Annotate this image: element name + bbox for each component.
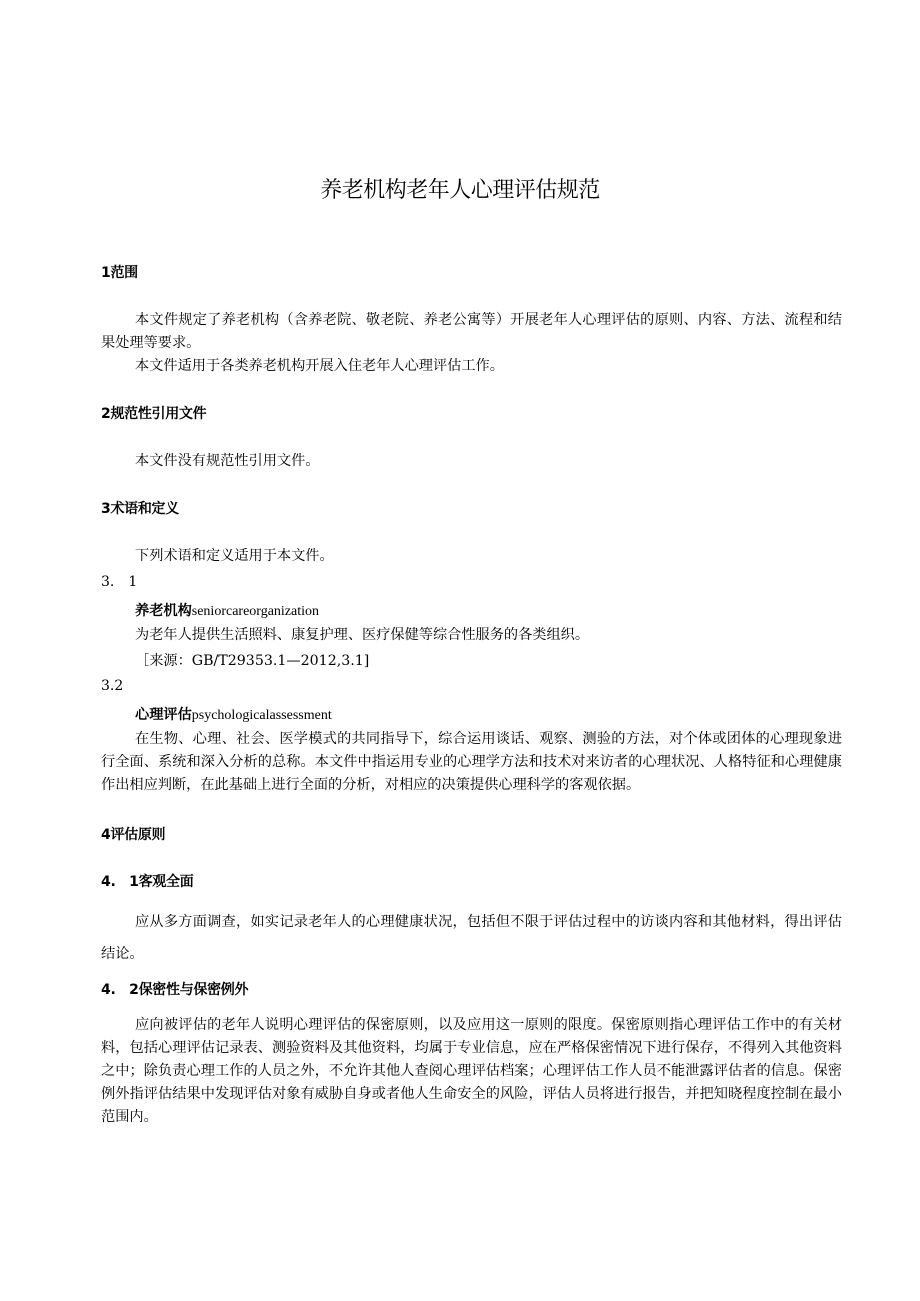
term-3-1-zh: 养老机构 xyxy=(135,603,192,619)
term-3-1-number: 3. 1 xyxy=(101,574,138,590)
term-3-1-name xyxy=(135,600,319,623)
term-3-1-source: ［来源：GB/T29353.1—2012,3.1] xyxy=(135,653,370,669)
term-3-1-definition: 为老年人提供生活照料、康复护理、医疗保健等综合性服务的各类组织。 xyxy=(135,627,590,643)
section-3-heading: 3术语和定义 xyxy=(101,501,179,517)
term-3-2-en: psychologicalassessment xyxy=(191,708,332,723)
section-4-1-paragraph: 应从多方面调查，如实记录老年人的心理健康状况，包括但不限于评估过程中的访谈内容和其他材料，得出评估结论。 xyxy=(101,914,842,962)
page-title: 养老机构老年人心理评估规范 xyxy=(320,178,600,203)
section-4-2-paragraph: 应向被评估的老年人说明心理评估的保密原则，以及应用这一原则的限度。保密原则指心理评估工作中的有关材料，包括心理评估记录表、测验资料及其他资料，均属于专业信息，应在严格保密情况下进行保存，不得列入其他资料之中；除负责心理工作的人员之外，不允许其他人查阅心理评估档案；心理评估工作人员不能泄露评估者的信息。保密例外指评估结果中发现评估对象有威胁自身或者他人生命安全的风险，评估人员将进行报告，并把知晓程度控制在最小范围内。 xyxy=(101,1017,842,1125)
term-3-2-number: 3.2 xyxy=(101,678,124,694)
section-1-heading: 1范围 xyxy=(101,265,138,281)
section-1-paragraph-2: 本文件适用于各类养老机构开展入住老年人心理评估工作。 xyxy=(135,358,504,374)
section-4-1-heading: 4. 1客观全面 xyxy=(101,874,194,890)
term-3-2-definition: 在生物、心理、社会、医学模式的共同指导下，综合运用谈话、观察、测验的方法，对个体或团体的心理现象进行全面、系统和深入分析的总称。本文件中指运用专业的心理学方法和技术对来访者的心理状况、人格特征和心理健康作出相应判断，在此基础上进行全面的分析，对相应的决策提供心理科学的客观依据。 xyxy=(101,731,842,793)
term-3-1-en: seniorcareorganization xyxy=(191,604,320,619)
section-2-heading: 2规范性引用文件 xyxy=(101,406,207,422)
section-1-paragraph-1: 本文件规定了养老机构（含养老院、敬老院、养老公寓等）开展老年人心理评估的原则、内容、方法、流程和结果处理等要求。 xyxy=(101,312,842,351)
section-4-2-heading: 4. 2保密性与保密例外 xyxy=(101,982,249,998)
term-3-2-name xyxy=(135,704,332,727)
term-3-2-zh: 心理评估 xyxy=(135,707,192,723)
section-4-heading: 4评估原则 xyxy=(101,827,166,843)
section-3-intro: 下列术语和定义适用于本文件。 xyxy=(135,548,334,564)
section-2-paragraph-1: 本文件没有规范性引用文件。 xyxy=(135,453,320,469)
